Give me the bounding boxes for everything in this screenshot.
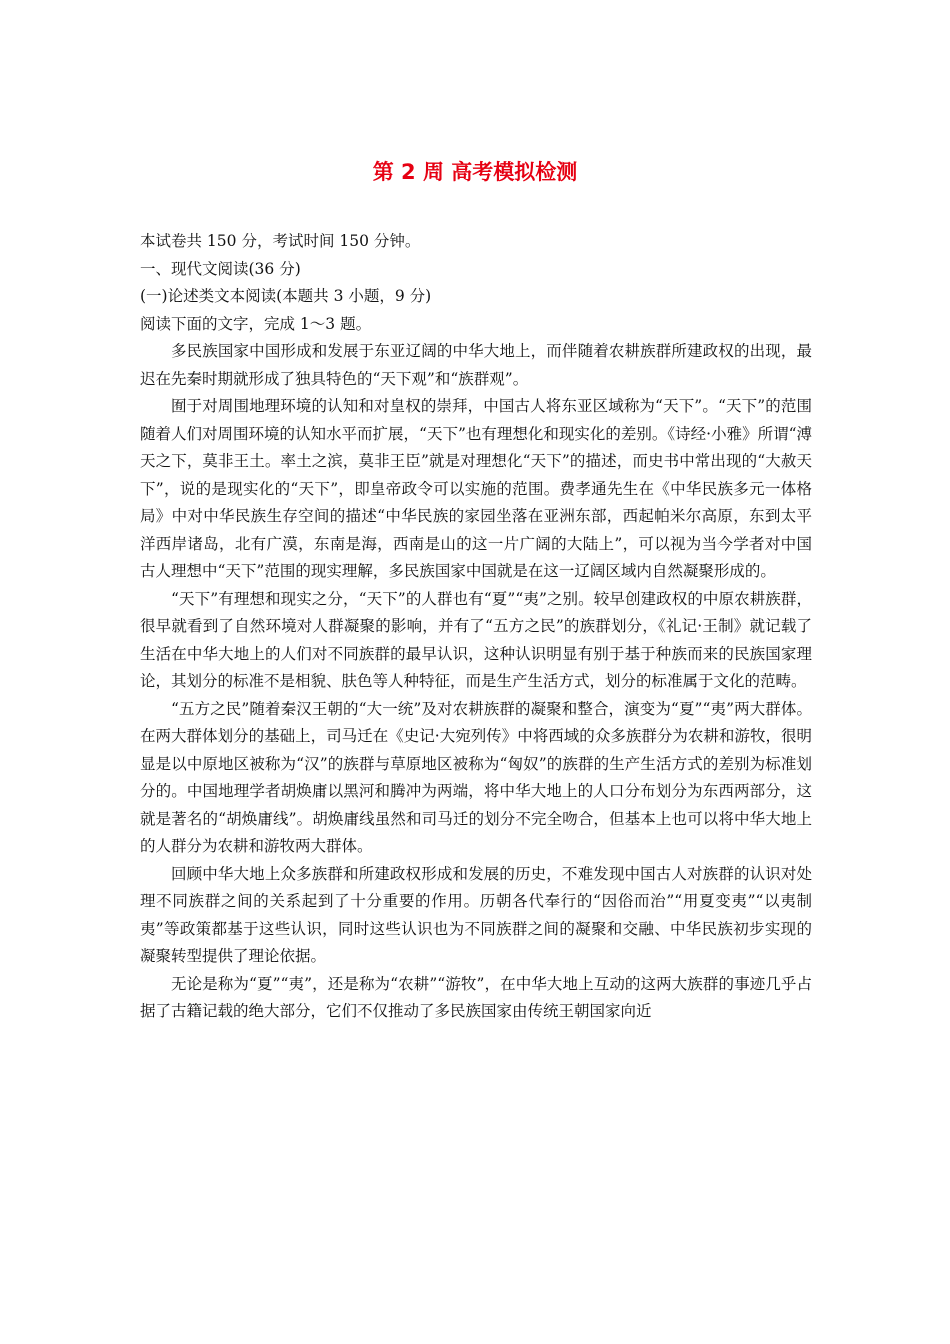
passage-paragraph-3: “天下”有理想和现实之分，“天下”的人群也有“夏”“夷”之别。较早创建政权的中原农耕族群，很早就看到了自然环境对人群凝聚的影响，并有了“五方之民”的族群划分，《礼记·王制》就记载了生活在中华大地上的人们对不同族群的最早认识，这种认识明显有别于基于种族而来的民族国家理论，其划分的标准不是相貌、肤色等人种特征，而是生产生活方式，划分的标准属于文化的范畴。 xyxy=(140,589,812,690)
page-title: 第 2 周 高考模拟检测 xyxy=(372,160,578,184)
passage-paragraph-4: “五方之民”随着秦汉王朝的“大一统”及对农耕族群的凝聚和整合，演变为“夏”“夷”两大群体。在两大群体划分的基础上，司马迁在《史记·大宛列传》中将西域的众多族群分为农耕和游牧，很明显是以中原地区被称为“汉”的族群与草原地区被称为“匈奴”的族群的生产生活方式的差别为标准划分的。中国地理学者胡焕庸以黑河和腾冲为两端，将中华大地上的人口分布划分为东西两部分，这就是著名的“胡焕庸线”。胡焕庸线虽然和司马迁的划分不完全吻合，但基本上也可以将中华大地上的人群分为农耕和游牧两大群体。 xyxy=(140,699,812,855)
passage-paragraph-6: 无论是称为“夏”“夷”，还是称为“农耕”“游牧”，在中华大地上互动的这两大族群的事迹几乎占据了古籍记载的绝大部分，它们不仅推动了多民族国家由传统王朝国家向近 xyxy=(140,974,812,1020)
section-heading: 一、现代文阅读(36 分) xyxy=(140,259,301,278)
exam-info: 本试卷共 150 分，考试时间 150 分钟。 xyxy=(140,232,421,250)
passage-paragraph-5: 回顾中华大地上众多族群和所建政权形成和发展的历史，不难发现中国古人对族群的认识对处理不同族群之间的关系起到了十分重要的作用。历朝各代奉行的“因俗而治”“用夏变夷”“以夷制夷”等政策都基于这些认识，同时这些认识也为不同族群之间的凝聚和交融、中华民族初步实现的凝聚转型提供了理论依据。 xyxy=(140,864,812,965)
passage-paragraph-2: 囿于对周围地理环境的认知和对皇权的崇拜，中国古人将东亚区域称为“天下”。“天下”的范围随着人们对周围环境的认知水平而扩展，“天下”也有理想化和现实化的差别。《诗经·小雅》所谓“溥天之下，莫非王土。率土之滨，莫非王臣”就是对理想化“天下”的描述，而史书中常出现的“大赦天下”，说的是现实化的“天下”，即皇帝政令可以实施的范围。费孝通先生在《中华民族多元一体格局》中对中华民族生存空间的描述“中华民族的家园坐落在亚洲东部，西起帕米尔高原，东到太平洋西岸诸岛，北有广漠，东南是海，西南是山的这一片广阔的大陆上”，可以视为当今学者对中国古人理想中“天下”范围的现实理解，多民族国家中国就是在这一辽阔区域内自然凝聚形成的。 xyxy=(140,397,812,580)
subsection-heading: (一)论述类文本阅读(本题共 3 小题，9 分) xyxy=(140,287,432,305)
passage-paragraph-1: 多民族国家中国形成和发展于东亚辽阔的中华大地上，而伴随着农耕族群所建政权的出现，最迟在先秦时期就形成了独具特色的“天下观”和“族群观”。 xyxy=(140,342,812,388)
document-body xyxy=(140,228,812,1026)
reading-instruction: 阅读下面的文字，完成 1～3 题。 xyxy=(140,314,372,333)
